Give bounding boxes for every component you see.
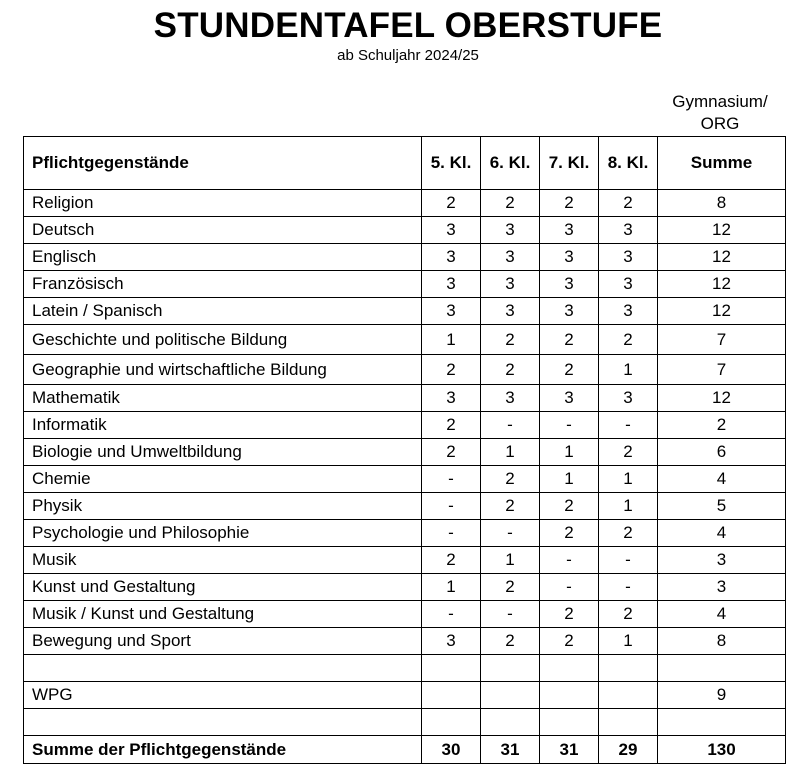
sum-cell: 12 (658, 217, 786, 244)
sum-cell: 7 (658, 325, 786, 355)
total-value: 130 (658, 736, 786, 764)
sum-cell: 2 (658, 412, 786, 439)
grade-cell: 2 (599, 325, 658, 355)
subject-cell: Geschichte und politische Bildung (24, 325, 422, 355)
subject-cell: Biologie und Umweltbildung (24, 439, 422, 466)
grade-cell (540, 682, 599, 709)
sum-cell: 12 (658, 244, 786, 271)
grade-cell: 2 (599, 439, 658, 466)
subject-cell: Musik (24, 547, 422, 574)
grade-cell: 3 (422, 298, 481, 325)
sum-cell: 12 (658, 298, 786, 325)
table-row (24, 244, 786, 271)
grade-cell: 2 (481, 466, 540, 493)
grade-cell: - (540, 574, 599, 601)
grade-cell (422, 682, 481, 709)
grade-cell: 3 (481, 244, 540, 271)
grade-cell: 1 (599, 355, 658, 385)
grade-cell: - (422, 493, 481, 520)
grade-cell: 2 (599, 601, 658, 628)
grade-cell (599, 709, 658, 736)
subject-cell: Psychologie und Philosophie (24, 520, 422, 547)
header-grade-7: 7. Kl. (540, 137, 599, 190)
grade-cell: 1 (540, 439, 599, 466)
grade-cell (540, 709, 599, 736)
grade-cell: 2 (540, 325, 599, 355)
grade-cell: 1 (422, 574, 481, 601)
table-row (24, 385, 786, 412)
sum-cell: 5 (658, 493, 786, 520)
sum-cell: 12 (658, 271, 786, 298)
grade-cell: 3 (540, 298, 599, 325)
grade-cell: 3 (540, 271, 599, 298)
table-header (24, 137, 786, 190)
sum-cell: 3 (658, 574, 786, 601)
sum-cell (658, 655, 786, 682)
sum-cell: 7 (658, 355, 786, 385)
grade-cell: - (422, 466, 481, 493)
grade-cell: 3 (540, 244, 599, 271)
grade-cell: 3 (481, 298, 540, 325)
school-type-label: Gymnasium/ ORG (672, 92, 768, 133)
sum-cell: 9 (658, 682, 786, 709)
table-row (24, 493, 786, 520)
table-row (24, 466, 786, 493)
grade-cell: 2 (481, 190, 540, 217)
sum-cell: 8 (658, 628, 786, 655)
subject-cell: Physik (24, 493, 422, 520)
sum-cell: 4 (658, 466, 786, 493)
grade-cell: - (481, 601, 540, 628)
grade-cell (481, 709, 540, 736)
table-row (24, 547, 786, 574)
header-sum: Summe (658, 137, 786, 190)
grade-cell: - (481, 412, 540, 439)
table-body (24, 190, 786, 764)
grade-cell: 1 (422, 325, 481, 355)
grade-cell: - (599, 547, 658, 574)
grade-cell: 3 (599, 244, 658, 271)
subject-cell: Englisch (24, 244, 422, 271)
grade-cell: 2 (422, 547, 481, 574)
grade-cell: 1 (599, 466, 658, 493)
grade-cell: 3 (481, 271, 540, 298)
subject-cell: WPG (24, 682, 422, 709)
total-value: 29 (599, 736, 658, 764)
grade-cell: 3 (422, 271, 481, 298)
total-value: 31 (540, 736, 599, 764)
grade-cell: - (599, 412, 658, 439)
sum-cell (658, 709, 786, 736)
total-value: 30 (422, 736, 481, 764)
grade-cell: 3 (422, 244, 481, 271)
subject-cell (24, 709, 422, 736)
subject-cell: Deutsch (24, 217, 422, 244)
grade-cell: 3 (422, 217, 481, 244)
grade-cell: 3 (481, 217, 540, 244)
grade-cell: 2 (422, 355, 481, 385)
grade-cell: 2 (481, 574, 540, 601)
grade-cell: 2 (422, 439, 481, 466)
grade-cell: - (422, 601, 481, 628)
grade-cell: 2 (540, 601, 599, 628)
subject-cell: Religion (24, 190, 422, 217)
grade-cell (599, 655, 658, 682)
subject-cell: Kunst und Gestaltung (24, 574, 422, 601)
header-grade-6: 6. Kl. (481, 137, 540, 190)
grade-cell: 3 (599, 217, 658, 244)
sum-cell: 12 (658, 385, 786, 412)
table-row (24, 439, 786, 466)
header-grade-8: 8. Kl. (599, 137, 658, 190)
grade-cell: - (481, 520, 540, 547)
grade-cell (481, 682, 540, 709)
grade-cell: 3 (422, 385, 481, 412)
table-row (24, 655, 786, 682)
table-row (24, 601, 786, 628)
header-grade-5: 5. Kl. (422, 137, 481, 190)
grade-cell: 2 (540, 628, 599, 655)
grade-cell (422, 655, 481, 682)
grade-cell: 2 (481, 325, 540, 355)
total-value: 31 (481, 736, 540, 764)
header-row (24, 137, 786, 190)
table-row (24, 355, 786, 385)
table-row (24, 574, 786, 601)
subject-cell: Französisch (24, 271, 422, 298)
table-row (24, 682, 786, 709)
grade-cell: 3 (540, 385, 599, 412)
subject-cell: Chemie (24, 466, 422, 493)
subject-cell: Mathematik (24, 385, 422, 412)
grade-cell (599, 682, 658, 709)
sum-cell: 4 (658, 520, 786, 547)
subject-cell: Latein / Spanisch (24, 298, 422, 325)
grade-cell: 3 (422, 628, 481, 655)
table-row (24, 298, 786, 325)
sum-cell: 8 (658, 190, 786, 217)
table-row (24, 709, 786, 736)
subject-cell: Geographie und wirtschaftliche Bildung (24, 355, 422, 385)
grade-cell: 2 (540, 493, 599, 520)
sum-cell: 6 (658, 439, 786, 466)
grade-cell: - (422, 520, 481, 547)
sum-cell: 4 (658, 601, 786, 628)
table-row (24, 271, 786, 298)
total-label: Summe der Pflichtgegenstände (24, 736, 422, 764)
grade-cell: 3 (599, 298, 658, 325)
grade-cell: 1 (599, 493, 658, 520)
grade-cell: 1 (481, 547, 540, 574)
grade-cell: 1 (540, 466, 599, 493)
grade-cell: 3 (599, 385, 658, 412)
grade-cell: 2 (540, 355, 599, 385)
grade-cell: 2 (481, 493, 540, 520)
document-subtitle: ab Schuljahr 2024/25 (337, 47, 479, 64)
grade-cell: 2 (599, 190, 658, 217)
grade-cell: 2 (599, 520, 658, 547)
grade-cell: 1 (481, 439, 540, 466)
document-title: STUNDENTAFEL OBERSTUFE (153, 6, 663, 45)
grade-cell: 2 (481, 628, 540, 655)
sum-cell: 3 (658, 547, 786, 574)
subject-cell: Musik / Kunst und Gestaltung (24, 601, 422, 628)
grade-cell (540, 655, 599, 682)
grade-cell: 3 (481, 385, 540, 412)
grade-cell: 1 (599, 628, 658, 655)
table-row (24, 190, 786, 217)
table-row (24, 325, 786, 355)
table-row (24, 628, 786, 655)
grade-cell: 3 (540, 217, 599, 244)
header-subject: Pflichtgegenstände (24, 137, 422, 190)
grade-cell: 2 (540, 520, 599, 547)
subject-cell: Bewegung und Sport (24, 628, 422, 655)
grade-cell: 2 (540, 190, 599, 217)
subject-cell: Informatik (24, 412, 422, 439)
grade-cell: - (599, 574, 658, 601)
grade-cell: - (540, 547, 599, 574)
grade-cell: 2 (481, 355, 540, 385)
grade-cell: - (540, 412, 599, 439)
grade-cell (481, 655, 540, 682)
subject-cell (24, 655, 422, 682)
timetable-table (23, 136, 786, 764)
table-row (24, 217, 786, 244)
table-row (24, 412, 786, 439)
table-row (24, 520, 786, 547)
grade-cell: 2 (422, 190, 481, 217)
grade-cell: 3 (599, 271, 658, 298)
grade-cell (422, 709, 481, 736)
grade-cell: 2 (422, 412, 481, 439)
total-row (24, 736, 786, 764)
